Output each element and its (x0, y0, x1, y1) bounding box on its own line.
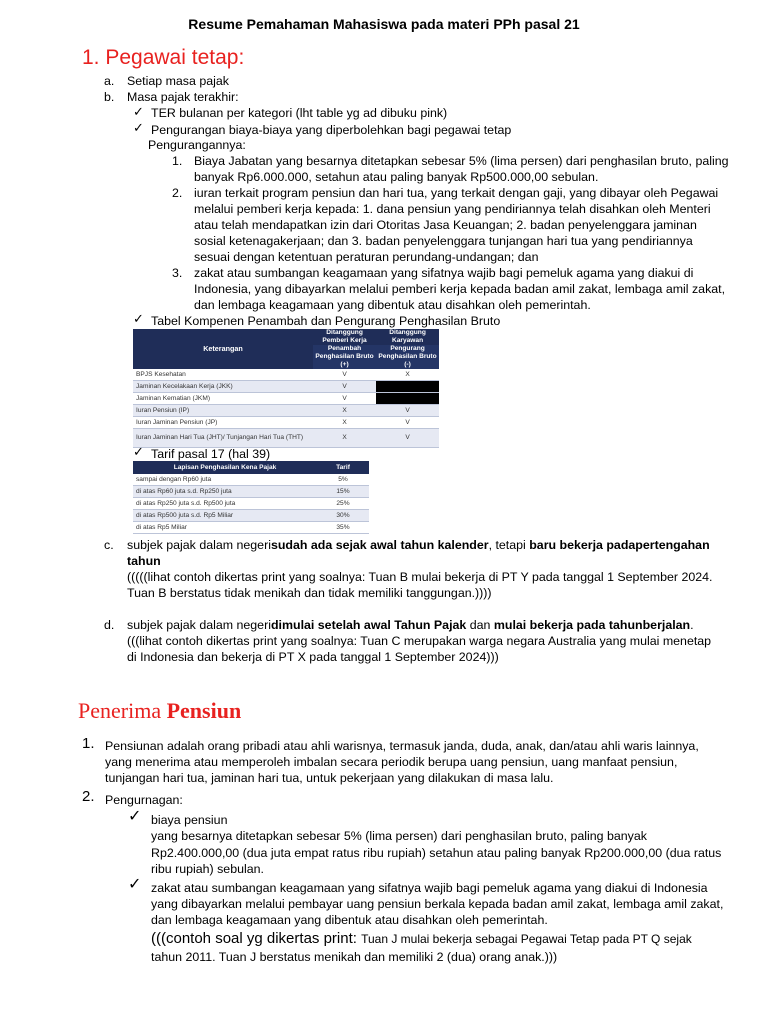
list-marker-b: b. (104, 90, 115, 104)
biaya-pensiun-line: ribu rupiah) sebulan. (151, 862, 264, 876)
item-c-bold: tahun (127, 554, 161, 568)
table-cell: Jaminan Kecelakaan Kerja (JKK) (133, 381, 313, 393)
heading-part-bold: Pensiun (166, 698, 242, 723)
numbered-item-marker: 2. (172, 186, 183, 200)
zakat-pensiun-line: yang dibayarkan melalui pembayar uang pensiun berkala kepada badan amil zakat, lembaga amil zakat, (151, 897, 724, 911)
biaya-pensiun-line: Rp2.400.000,00 (dua juta empat ratus ribu rupiah) setahun atau paling banyak Rp200.000,00 (dua ratus (151, 846, 722, 860)
header-keterangan: Keterangan (133, 329, 313, 369)
item-d-bold: mulai bekerja pada tahunberjalan (493, 618, 691, 632)
item-c-bold: baru bekerja padapertengahan (529, 538, 710, 552)
table-row (133, 405, 439, 417)
table-cell: 30% (317, 510, 369, 522)
contoh-soal-line (151, 930, 692, 948)
check-tarif-text: Tarif pasal 17 (hal 39) (151, 447, 271, 461)
item-d-part: . (690, 618, 694, 632)
pensiunan-line: Pensiunan adalah orang pribadi atau ahli warisnya, termasuk janda, duda, anak, dan/atau ahli waris lainnya, (105, 739, 699, 753)
document-title: Resume Pemahaman Mahasiswa pada materi PPh pasal 21 (188, 16, 580, 32)
table-cell: sampai dengan Rp60 juta (133, 474, 317, 486)
biaya-jabatan-line: banyak Rp6.000.000, setahun atau paling banyak Rp500.000,00 sebulan. (194, 170, 599, 184)
iuran-line: sesuai dengan ketentuan peraturan perundang-undangan; dan (194, 250, 539, 264)
item-b-text: Masa pajak terakhir: (127, 90, 239, 104)
table-row (133, 417, 439, 429)
table-row (133, 369, 439, 381)
contoh-soal-text: tahun 2011. Tuan J berstatus menikah dan memiliki 2 (dua) orang anak.))) (151, 950, 558, 964)
check-tabel-kompenen-text: Tabel Kompenen Penambah dan Pengurang Penghasilan Bruto (151, 314, 501, 328)
table-cell: X (313, 429, 376, 448)
pengurangan-label: Pengurnagan: (105, 793, 183, 807)
table-cell: V (313, 381, 376, 393)
komponen-table (133, 329, 439, 448)
table-cell: V (313, 369, 376, 381)
table-cell: 5% (317, 474, 369, 486)
heading-part: Penerima (78, 698, 167, 723)
item-d-part: subjek pajak dalam negeri (127, 618, 271, 632)
table-cell: V (376, 429, 439, 448)
table-row (133, 510, 369, 522)
iuran-line: iuran terkait program pensiun dan hari tua, yang terkait dengan gaji, yang dibayar oleh Pegawai (194, 186, 719, 200)
header-penambah: Penambah Penghasilan Bruto (+) (313, 345, 376, 369)
check-icon: ✓ (128, 808, 142, 825)
table-cell: 15% (317, 486, 369, 498)
list-marker-a: a. (104, 74, 115, 88)
iuran-line: melalui pemberi kerja kepada: 1. dana pensiun yang pendiriannya telah disahkan oleh Menteri (194, 202, 711, 216)
check-icon: ✓ (133, 120, 144, 135)
table-cell: Jaminan Kematian (JKM) (133, 393, 313, 405)
check-icon: ✓ (133, 444, 144, 459)
item-a-text: Setiap masa pajak (127, 74, 229, 88)
check-pengurangan-text: Pengurangan biaya-biaya yang diperbolehkan bagi pegawai tetap (151, 123, 512, 137)
table-cell: Iuran Jaminan Hari Tua (JHT)/ Tunjangan Hari Tua (THT) (133, 429, 313, 448)
item-c-example-line: (((((lihat contoh dikertas print yang soalnya: Tuan B mulai bekerja di PT Y pada tanggal 1 September 2024. (127, 570, 713, 584)
header-lapisan: Lapisan Penghasilan Kena Pajak (133, 461, 317, 474)
check-icon: ✓ (133, 104, 144, 119)
table-cell: V (313, 393, 376, 405)
zakat-pensiun-line: zakat atau sumbangan keagamaan yang sifatnya wajib bagi pemeluk agama yang diakui di Indonesia (151, 881, 708, 895)
pensiunan-line: yang menerima atau memperoleh imbalan secara periodik berupa uang pensiun, uang manfaat pensiun, (105, 755, 678, 769)
zakat-pensiun-line: dan lembaga keagamaan yang dibentuk atau disahkan oleh pemerintah. (151, 913, 548, 927)
tarif-table (133, 461, 369, 534)
header-pengurang: Pengurang Penghasilan Bruto (-) (376, 345, 439, 369)
table-cell: 25% (317, 498, 369, 510)
zakat-line: Indonesia, yang dibayarkan melalui pemberi kerja kepada badan amil zakat, lembaga amil zakat, (194, 282, 726, 296)
numbered-item-marker: 1. (172, 154, 183, 168)
item-c-part: subjek pajak dalam negeri (127, 538, 271, 552)
item-d-example-line: di Indonesia dan bekerja di PT X pada tanggal 1 September 2024))) (127, 650, 499, 664)
table-cell: X (376, 369, 439, 381)
table-row (133, 393, 439, 405)
item-d-part: dan (466, 618, 494, 632)
table-cell: Iuran Jaminan Pensiun (JP) (133, 417, 313, 429)
table-row (133, 498, 369, 510)
iuran-line: sosial ketenagakerjaan; dan 3. badan penyelenggara tunjangan hari tua yang pendiriannya (194, 234, 693, 248)
biaya-pensiun-line: biaya pensiun (151, 813, 228, 827)
item-c-line (127, 537, 710, 553)
iuran-line: atau telah mendapatkan izin dari Otoritas Jasa Keuangan; 2. badan penyelenggara jaminan (194, 218, 697, 232)
numbered-item-marker: 2. (82, 788, 95, 805)
numbered-item-marker: 3. (172, 266, 183, 280)
table-cell: X (313, 405, 376, 417)
biaya-jabatan-line: Biaya Jabatan yang besarnya ditetapkan sebesar 5% (lima persen) dari penghasilan bruto, paling (194, 154, 729, 168)
check-ter-text: TER bulanan per kategori (lht table yg ad dibuku pink) (151, 106, 448, 120)
header-tarif: Tarif (317, 461, 369, 474)
table-cell: V (376, 417, 439, 429)
list-marker-d: d. (104, 618, 115, 632)
table-cell: BPJS Kesehatan (133, 369, 313, 381)
item-c-example-line: Tuan B berstatus tidak menikah dan tidak memiliki tanggungan.)))) (127, 586, 492, 600)
section-heading-pegawai-tetap: 1. Pegawai tetap: (82, 46, 245, 69)
blacked-out-cell (376, 393, 439, 405)
header-karyawan: Ditanggung Karyawan (376, 329, 439, 345)
table-row (133, 486, 369, 498)
list-marker-c: c. (104, 538, 114, 552)
item-d-line (127, 617, 694, 633)
table-row (133, 474, 369, 486)
section-heading-penerima-pensiun (78, 698, 241, 724)
zakat-line: dan lembaga keagamaan yang dibentuk atau disahkan oleh pemerintah. (194, 298, 591, 312)
pengurangan-label: Pengurangannya: (148, 138, 246, 152)
numbered-item-marker: 1. (82, 735, 95, 752)
table-cell: 35% (317, 522, 369, 534)
item-d-example-line: (((lihat contoh dikertas print yang soalnya: Tuan C merupakan warga negara Australia yang mulai menetap (127, 634, 712, 648)
zakat-line: zakat atau sumbangan keagamaan yang sifatnya wajib bagi pemeluk agama yang diakui di (194, 266, 694, 280)
table-row (133, 522, 369, 534)
header-pemberi-kerja: Ditanggung Pemberi Kerja (313, 329, 376, 345)
contoh-soal-big: (((contoh soal yg dikertas print: (151, 930, 362, 947)
item-c-part: , tetapi (488, 538, 530, 552)
contoh-soal-text: Tuan J mulai bekerja sebagai Pegawai Tetap pada PT Q sejak (361, 932, 692, 946)
blacked-out-cell (376, 381, 439, 393)
table-cell: X (313, 417, 376, 429)
table-cell: Iuran Pensiun (IP) (133, 405, 313, 417)
check-icon: ✓ (133, 311, 144, 326)
item-d-bold: dimulai setelah awal Tahun Pajak (270, 618, 467, 632)
biaya-pensiun-line: yang besarnya ditetapkan sebesar 5% (lima persen) dari penghasilan bruto, paling banyak (151, 829, 647, 843)
item-c-bold: sudah ada sejak awal tahun kalender (270, 538, 489, 552)
table-cell: V (376, 405, 439, 417)
table-cell: di atas Rp500 juta s.d. Rp5 Miliar (133, 510, 317, 522)
table-cell: di atas Rp60 juta s.d. Rp250 juta (133, 486, 317, 498)
table-row (133, 429, 439, 448)
pensiunan-line: tunjangan hari tua, jaminan hari tua, untuk pekerjaan yang dilakukan di masa lalu. (105, 771, 554, 785)
check-icon: ✓ (128, 876, 142, 893)
table-row (133, 381, 439, 393)
table-cell: di atas Rp5 Miliar (133, 522, 317, 534)
table-cell: di atas Rp250 juta s.d. Rp500 juta (133, 498, 317, 510)
